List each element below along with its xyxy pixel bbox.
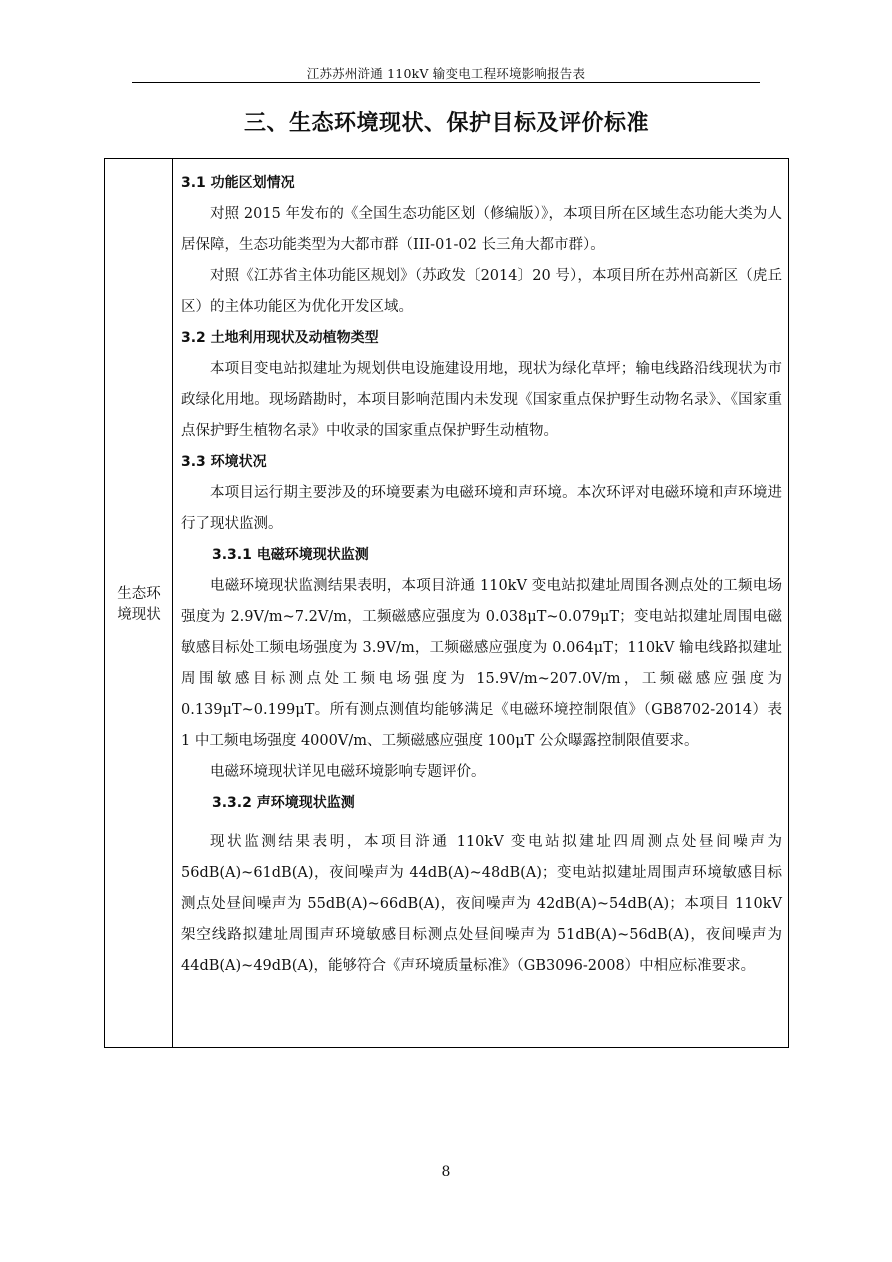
content-table — [104, 158, 789, 1048]
row-label-cell — [105, 159, 173, 1047]
paragraph-3-2: 本项目变电站拟建址为规划供电设施建设用地，现状为绿化草坪；输电线路沿线现状为市政绿化用地。现场踏勘时，本项目影响范围内未发现《国家重点保护野生动物名录》、《国家重点保护野生植物名录》中收录的国家重点保护野生动植物。 — [181, 361, 782, 439]
heading-3-1: 3.1 功能区划情况 — [181, 175, 295, 191]
row-content-cell — [181, 168, 782, 982]
heading-3-3-2: 3.3.2 声环境现状监测 — [212, 795, 355, 811]
paragraph-3-3-1-a: 电磁环境现状监测结果表明，本项目浒通 110kV 变电站拟建址周围各测点处的工频电场强度为 2.9V/m~7.2V/m，工频磁感应强度为 0.038μT~0.079μT；变电站拟建址周围电磁敏感目标处工频电场强度为 3.9V/m，工频磁感应强度为 0.064μT；110kV 输电线路拟建址周围敏感目标测点处工频电场强度为 15.9V/m~207.0V/m，工频磁感应强度为 0.139μT~0.199μT。所有测点测值均能够满足《电磁环境控制限值》（GB8702-2014）表 1 中工频电场强度 4000V/m、工频磁感应强度 100μT 公众曝露控制限值要求。 — [181, 578, 782, 749]
page-number: 8 — [441, 1164, 451, 1180]
paragraph-3-1-b: 对照《江苏省主体功能区规划》（苏政发〔2014〕20 号），本项目所在苏州高新区（虎丘区）的主体功能区为优化开发区域。 — [181, 268, 782, 315]
paragraph-3-3: 本项目运行期主要涉及的环境要素为电磁环境和声环境。本次环评对电磁环境和声环境进行了现状监测。 — [181, 485, 782, 532]
row-label: 生态环境现状 — [117, 586, 161, 623]
running-header: 江苏苏州浒通 110kV 输变电工程环境影响报告表 — [306, 66, 586, 81]
header-rule — [132, 82, 760, 83]
paragraph-3-3-1-b: 电磁环境现状详见电磁环境影响专题评价。 — [210, 764, 486, 780]
heading-3-3: 3.3 环境状况 — [181, 454, 267, 470]
heading-3-2: 3.2 土地利用现状及动植物类型 — [181, 330, 379, 346]
section-title: 三、生态环境现状、保护目标及评价标准 — [243, 111, 649, 136]
spacer — [181, 819, 782, 827]
heading-3-3-1: 3.3.1 电磁环境现状监测 — [212, 547, 369, 563]
paragraph-3-1-a: 对照 2015 年发布的《全国生态功能区划（修编版）》，本项目所在区域生态功能大类为人居保障，生态功能类型为大都市群（III-01-02 长三角大都市群）。 — [181, 206, 782, 253]
paragraph-3-3-2: 现状监测结果表明，本项目浒通 110kV 变电站拟建址四周测点处昼间噪声为 56dB(A)~61dB(A)，夜间噪声为 44dB(A)~48dB(A)；变电站拟建址周围声环境敏感目标测点处昼间噪声为 55dB(A)~66dB(A)，夜间噪声为 42dB(A)~54dB(A)；本项目 110kV 架空线路拟建址周围声环境敏感目标测点处昼间噪声为 51dB(A)~56dB(A)，夜间噪声为 44dB(A)~49dB(A)，能够符合《声环境质量标准》（GB3096-2008）中相应标准要求。 — [181, 834, 782, 974]
